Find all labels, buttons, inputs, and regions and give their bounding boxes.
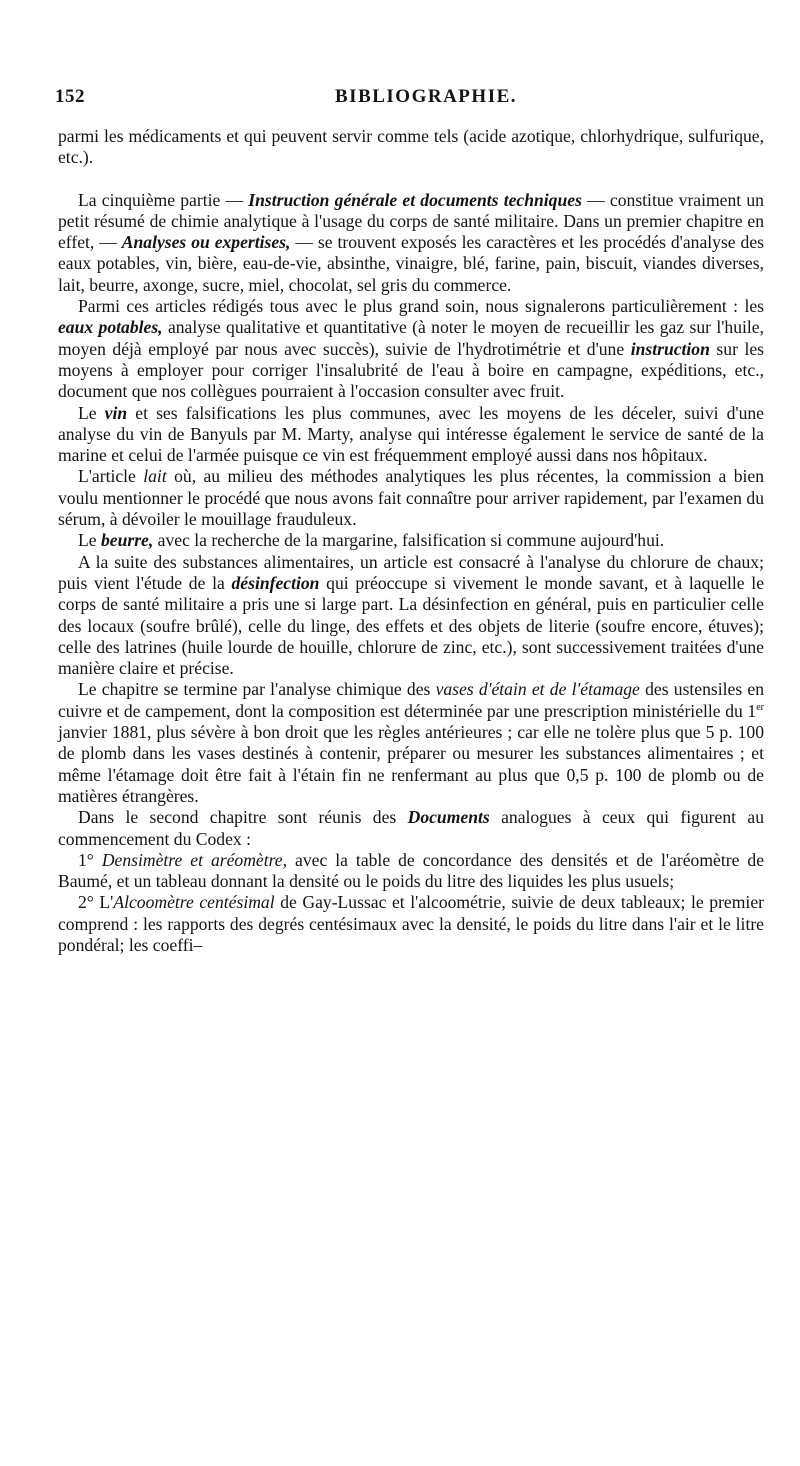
paragraph xyxy=(58,190,764,296)
emphasis-italic: Alcoomètre centésimal xyxy=(113,892,275,913)
running-head: BIBLIOGRAPHIE. xyxy=(335,86,518,107)
paragraph xyxy=(58,296,764,402)
body-text xyxy=(58,126,764,956)
text-run: avec la recherche de la margarine, falsification si commune aujourd'hui. xyxy=(153,530,665,551)
emphasis-bold-italic: beurre, xyxy=(100,530,154,551)
paragraph xyxy=(58,807,764,850)
paragraph xyxy=(58,126,764,169)
paragraph xyxy=(58,892,764,956)
paragraph xyxy=(58,850,764,893)
superscript: er xyxy=(756,701,764,713)
text-run: des ustensiles en cuivre et de campement, dont la composition est déterminée par une prescription ministérielle du 1 xyxy=(58,679,765,721)
text-run: de Gay-Lussac et l'alcoométrie, suivie de deux tableaux; le premier comprend : les rapports des degrés centésimaux avec la densité, le poids du litre dans l'air et le litre pondéral; les coeffi– xyxy=(58,892,764,955)
text-run: Le xyxy=(78,402,105,423)
emphasis-bold-italic: Instruction générale et documents techniques xyxy=(248,189,582,210)
text-run: où, au milieu des méthodes analytiques les plus récentes, la commission a bien voulu mentionner le procédé que nous avons fait connaître pour arriver rapidement, par l'examen du sérum, à dévoiler le mouillage frauduleux. xyxy=(58,466,764,530)
emphasis-bold-italic: Analyses ou expertises, xyxy=(121,232,291,253)
text-run: et ses falsifications les plus communes, avec les moyens de les déceler, suivi d'une analyse du vin de Banyuls par M. Marty, analyse qui intéresse également le service de santé de la marine et celui de l'armée puisque ce vin est fréquemment employé aussi dans nos hôpitaux. xyxy=(58,402,764,466)
text-run: 1° xyxy=(78,849,102,870)
emphasis-bold-italic: instruction xyxy=(630,338,710,359)
text-run: — se trouvent exposés les caractères et les procédés d'analyse des eaux potables, vin, bière, eau-de-vie, absinthe, vinaigre, blé, farine, pain, biscuit, viandes diverses, lait, beurre, axonge, sucre, miel, chocolat, sel gris du commerce. xyxy=(58,232,764,295)
paragraph xyxy=(58,679,764,807)
emphasis-bold-italic: désinfection xyxy=(231,572,320,593)
paragraph xyxy=(58,403,764,467)
text-run: — constitue vraiment un petit résumé de chimie analytique à l'usage du corps de santé militaire. Dans un premier chapitre en effet, — xyxy=(58,189,764,253)
text-run: La cinquième partie — xyxy=(78,189,249,210)
text-run: 2° L' xyxy=(78,892,114,913)
emphasis-italic: lait xyxy=(143,466,167,487)
text-run: L'article xyxy=(78,466,144,487)
text-run: qui préoccupe si vivement le monde savant, et à laquelle le corps de santé militaire a pris une si large part. La désinfection en général, puis en particulier celle des locaux (soufre brûlé), celle du linge, des effets et des objets de literie (soufre encore, étuves); celle des latrines (huile lourde de houille, chlorure de zinc, etc.), sont successivement traitées d'une manière claire et précise. xyxy=(58,572,764,679)
text-run: analyse qualitative et quantitative (à noter le moyen de recueillir les gaz sur l'huile, moyen déjà employé par nous avec succès), suivie de l'hydrotimétrie et d'une xyxy=(58,317,764,359)
text-run: avec la table de concordance des densités et de l'aréomètre de Baumé, et un tableau donnant la densité ou le poids du litre des liquides les plus usuels; xyxy=(58,849,764,892)
text-run: sur les moyens à employer pour corriger l'insalubrité de l'eau à boire en campagne, expéditions, etc., document que nos collègues pourraient à l'occasion consulter avec fruit. xyxy=(58,338,765,402)
text-run: janvier 1881, plus sévère à bon droit que les règles antérieures ; car elle ne tolère plus que 5 p. 100 de plomb dans les vases destinés à contenir, préparer ou mesurer les substances alimentaires ; et même l'étamage doit être fait à l'étain fin ne renfermant au plus que 0,5 p. 100 de plomb ou de matières étrangères. xyxy=(58,722,764,806)
text-run: Le xyxy=(78,530,101,551)
paragraph xyxy=(58,530,764,551)
emphasis-bold-italic: eaux potables, xyxy=(58,317,163,338)
text-run: Le chapitre se termine par l'analyse chimique des xyxy=(78,679,436,700)
emphasis-italic: Densimètre et aréomètre, xyxy=(101,849,288,870)
text-run: parmi les médicaments et qui peuvent servir comme tels (acide azotique, chlorhydrique, sulfurique, etc.). xyxy=(58,126,764,168)
emphasis-bold-italic: Documents xyxy=(407,807,490,828)
text-run: Parmi ces articles rédigés tous avec le plus grand soin, nous signalerons particulièrement : les xyxy=(78,296,764,317)
emphasis-italic: vases d'étain et de l'étamage xyxy=(435,679,640,700)
page-header xyxy=(55,86,770,116)
paragraph xyxy=(58,552,764,680)
text-run: analogues à ceux qui figurent au commencement du Codex : xyxy=(58,807,764,849)
emphasis-bold-italic: vin xyxy=(104,402,128,423)
paragraph xyxy=(58,466,764,530)
text-run: Dans le second chapitre sont réunis des xyxy=(78,807,408,828)
page-number: 152 xyxy=(55,86,85,107)
text-run: A la suite des substances alimentaires, un article est consacré à l'analyse du chlorure de chaux; puis vient l'étude de la xyxy=(58,551,764,593)
